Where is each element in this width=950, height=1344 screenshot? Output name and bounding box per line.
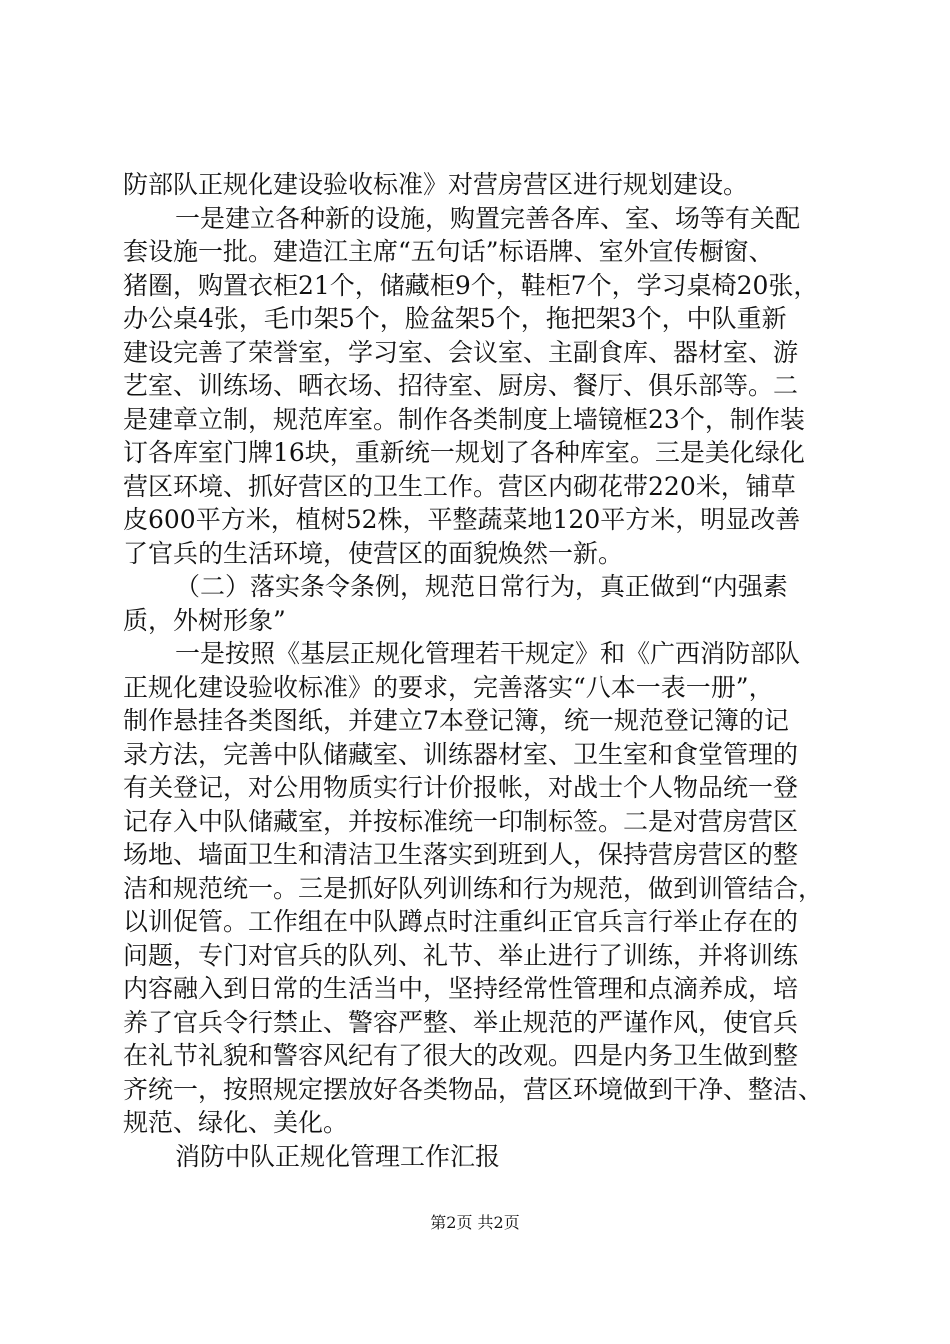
body-line: 养了官兵令行禁止、警容严整、举止规范的严谨作风，使官兵: [123, 1007, 799, 1037]
body-line: 录方法，完善中队储藏室、训练器材室、卫生室和食堂管理的: [123, 739, 799, 769]
body-line: 订各库室门牌16块，重新统一规划了各种库室。三是美化绿化: [123, 438, 805, 467]
document-title-line: 消防中队正规化管理工作汇报: [175, 1141, 501, 1171]
body-line: 营区环境、抓好营区的卫生工作。营区内砌花带220米，铺草: [123, 471, 796, 501]
body-line: 在礼节礼貌和警容风纪有了很大的改观。四是内务卫生做到整: [123, 1041, 799, 1070]
body-line: 一是建立各种新的设施，购置完善各库、室、场等有关配: [175, 203, 801, 233]
body-line: 记存入中队储藏室，并按标准统一印制标签。二是对营房营区: [123, 806, 799, 836]
section-heading-continued: 质，外树形象”: [123, 605, 286, 635]
body-line: 办公桌4张，毛巾架5个，脸盆架5个，拖把架3个，中队重新: [123, 304, 787, 333]
body-line: 建设完善了荣誉室，学习室、会议室、主副食库、器材室、游: [123, 337, 799, 367]
body-line: 有关登记，对公用物质实行计价报帐，对战士个人物品统一登: [123, 773, 799, 802]
body-line: 艺室、训练场、晒衣场、招待室、厨房、餐厅、俱乐部等。二: [123, 371, 799, 400]
body-line: 规范、绿化、美化。: [123, 1108, 349, 1137]
body-line: 一是按照《基层正规化管理若干规定》和《广西消防部队: [175, 639, 801, 668]
document-body: [123, 168, 831, 1173]
body-line: 以训促管。工作组在中队蹲点时注重纠正官兵言行举止存在的: [123, 907, 799, 936]
body-line: 场地、墙面卫生和清洁卫生落实到班到人，保持营房营区的整: [123, 840, 799, 869]
body-line: 了官兵的生活环境，使营区的面貌焕然一新。: [123, 538, 624, 568]
body-line: 问题，专门对官兵的队列、礼节、举止进行了训练，并将训练: [123, 940, 799, 970]
body-line: 猪圈，购置衣柜21个，储藏柜9个，鞋柜7个，学习桌椅20张，: [123, 270, 819, 300]
body-line: 齐统一，按照规定摆放好各类物品，营区环境做到干净、整洁、: [123, 1074, 824, 1104]
body-line: 防部队正规化建设验收标准》对营房营区进行规划建设。: [123, 170, 749, 199]
body-line: 是建章立制，规范库室。制作各类制度上墙镜框23个，制作装: [123, 404, 805, 434]
body-line: 套设施一批。建造江主席“五句话”标语牌、室外宣传橱窗、: [123, 237, 774, 266]
page-number-footer: 第2页 共2页: [430, 1213, 520, 1232]
body-line: 制作悬挂各类图纸，并建立7本登记簿，统一规范登记簿的记: [123, 706, 789, 735]
body-line: 皮600平方米，植树52株，平整蔬菜地120平方米，明显改善: [123, 505, 801, 534]
body-line: 内容融入到日常的生活当中，坚持经常性管理和点滴养成，培: [123, 974, 799, 1003]
body-line: 洁和规范统一。三是抓好队列训练和行为规范，做到训管结合，: [123, 873, 824, 903]
section-heading: （二）落实条令条例，规范日常行为，真正做到“内强素: [175, 572, 788, 601]
body-line: 正规化建设验收标准》的要求，完善落实“八本一表一册”，: [123, 672, 774, 702]
